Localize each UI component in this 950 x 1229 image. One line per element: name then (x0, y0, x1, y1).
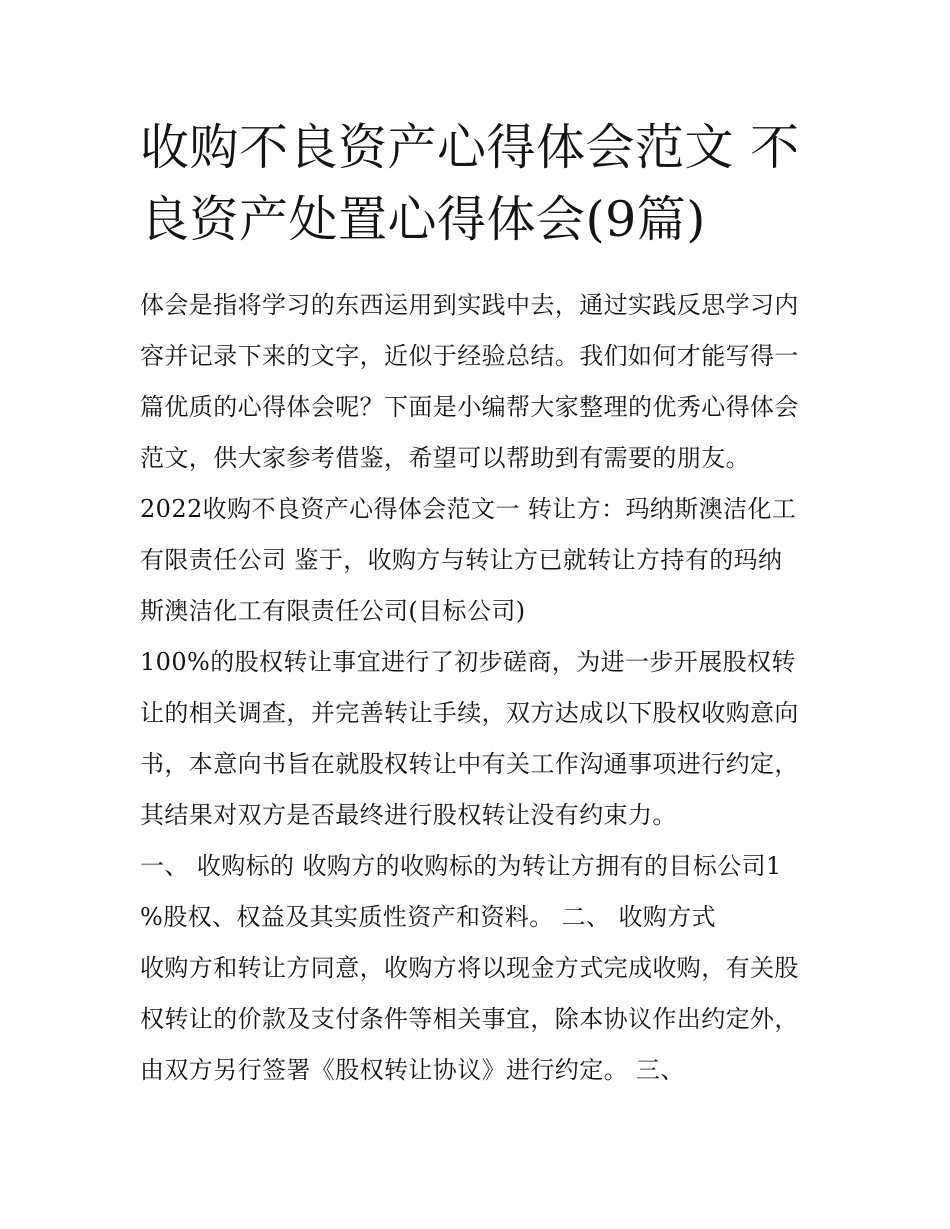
text-line: %股权、权益及其实质性资产和资料。 二、 收购方式 (140, 903, 717, 931)
text-line: 一、 收购标的 收购方的收购标的为转让方拥有的目标公司1 (140, 852, 782, 880)
paragraph-acquisition-method (140, 943, 820, 1096)
text-line: 范文，供大家参考借鉴，希望可以帮助到有需要的朋友。 (140, 444, 750, 472)
text-line: 2022收购不良资产心得体会范文一 转让方：玛纳斯澳洁化工 (140, 495, 797, 523)
text-line: 收购方和转让方同意，收购方将以现金方式完成收购，有关股 (140, 954, 799, 982)
text-line: 其结果对双方是否最终进行股权转让没有约束力。 (140, 801, 677, 829)
text-line: 篇优质的心得体会呢？下面是小编帮大家整理的优秀心得体会 (140, 393, 799, 421)
text-line: 斯澳洁化工有限责任公司(目标公司) (140, 597, 526, 625)
paragraph-parties (140, 484, 820, 637)
text-line: 有限责任公司 鉴于，收购方与转让方已就转让方持有的玛纳 (140, 546, 783, 574)
text-line: 让的相关调查，并完善转让手续，双方达成以下股权收购意向 (140, 699, 799, 727)
paragraph-intro (140, 280, 820, 484)
text-line: 体会是指将学习的东西运用到实践中去，通过实践反思学习内 (140, 291, 799, 319)
text-line: 100%的股权转让事宜进行了初步磋商，为进一步开展股权转 (140, 648, 796, 676)
text-line: 由双方另行签署《股权转让协议》进行约定。 三、 (140, 1056, 685, 1084)
document-title (140, 112, 820, 256)
text-line: 容并记录下来的文字，近似于经验总结。我们如何才能写得一 (140, 342, 799, 370)
paragraph-acquisition-target (140, 841, 820, 943)
document-body (140, 280, 820, 1096)
title-text: 收购不良资产心得体会范文 不良资产处置心得体会(9篇) (140, 119, 800, 248)
text-line: 权转让的价款及支付条件等相关事宜，除本协议作出约定外， (140, 1005, 799, 1033)
paragraph-equity-transfer (140, 637, 820, 841)
text-line: 书，本意向书旨在就股权转让中有关工作沟通事项进行约定， (140, 750, 799, 778)
